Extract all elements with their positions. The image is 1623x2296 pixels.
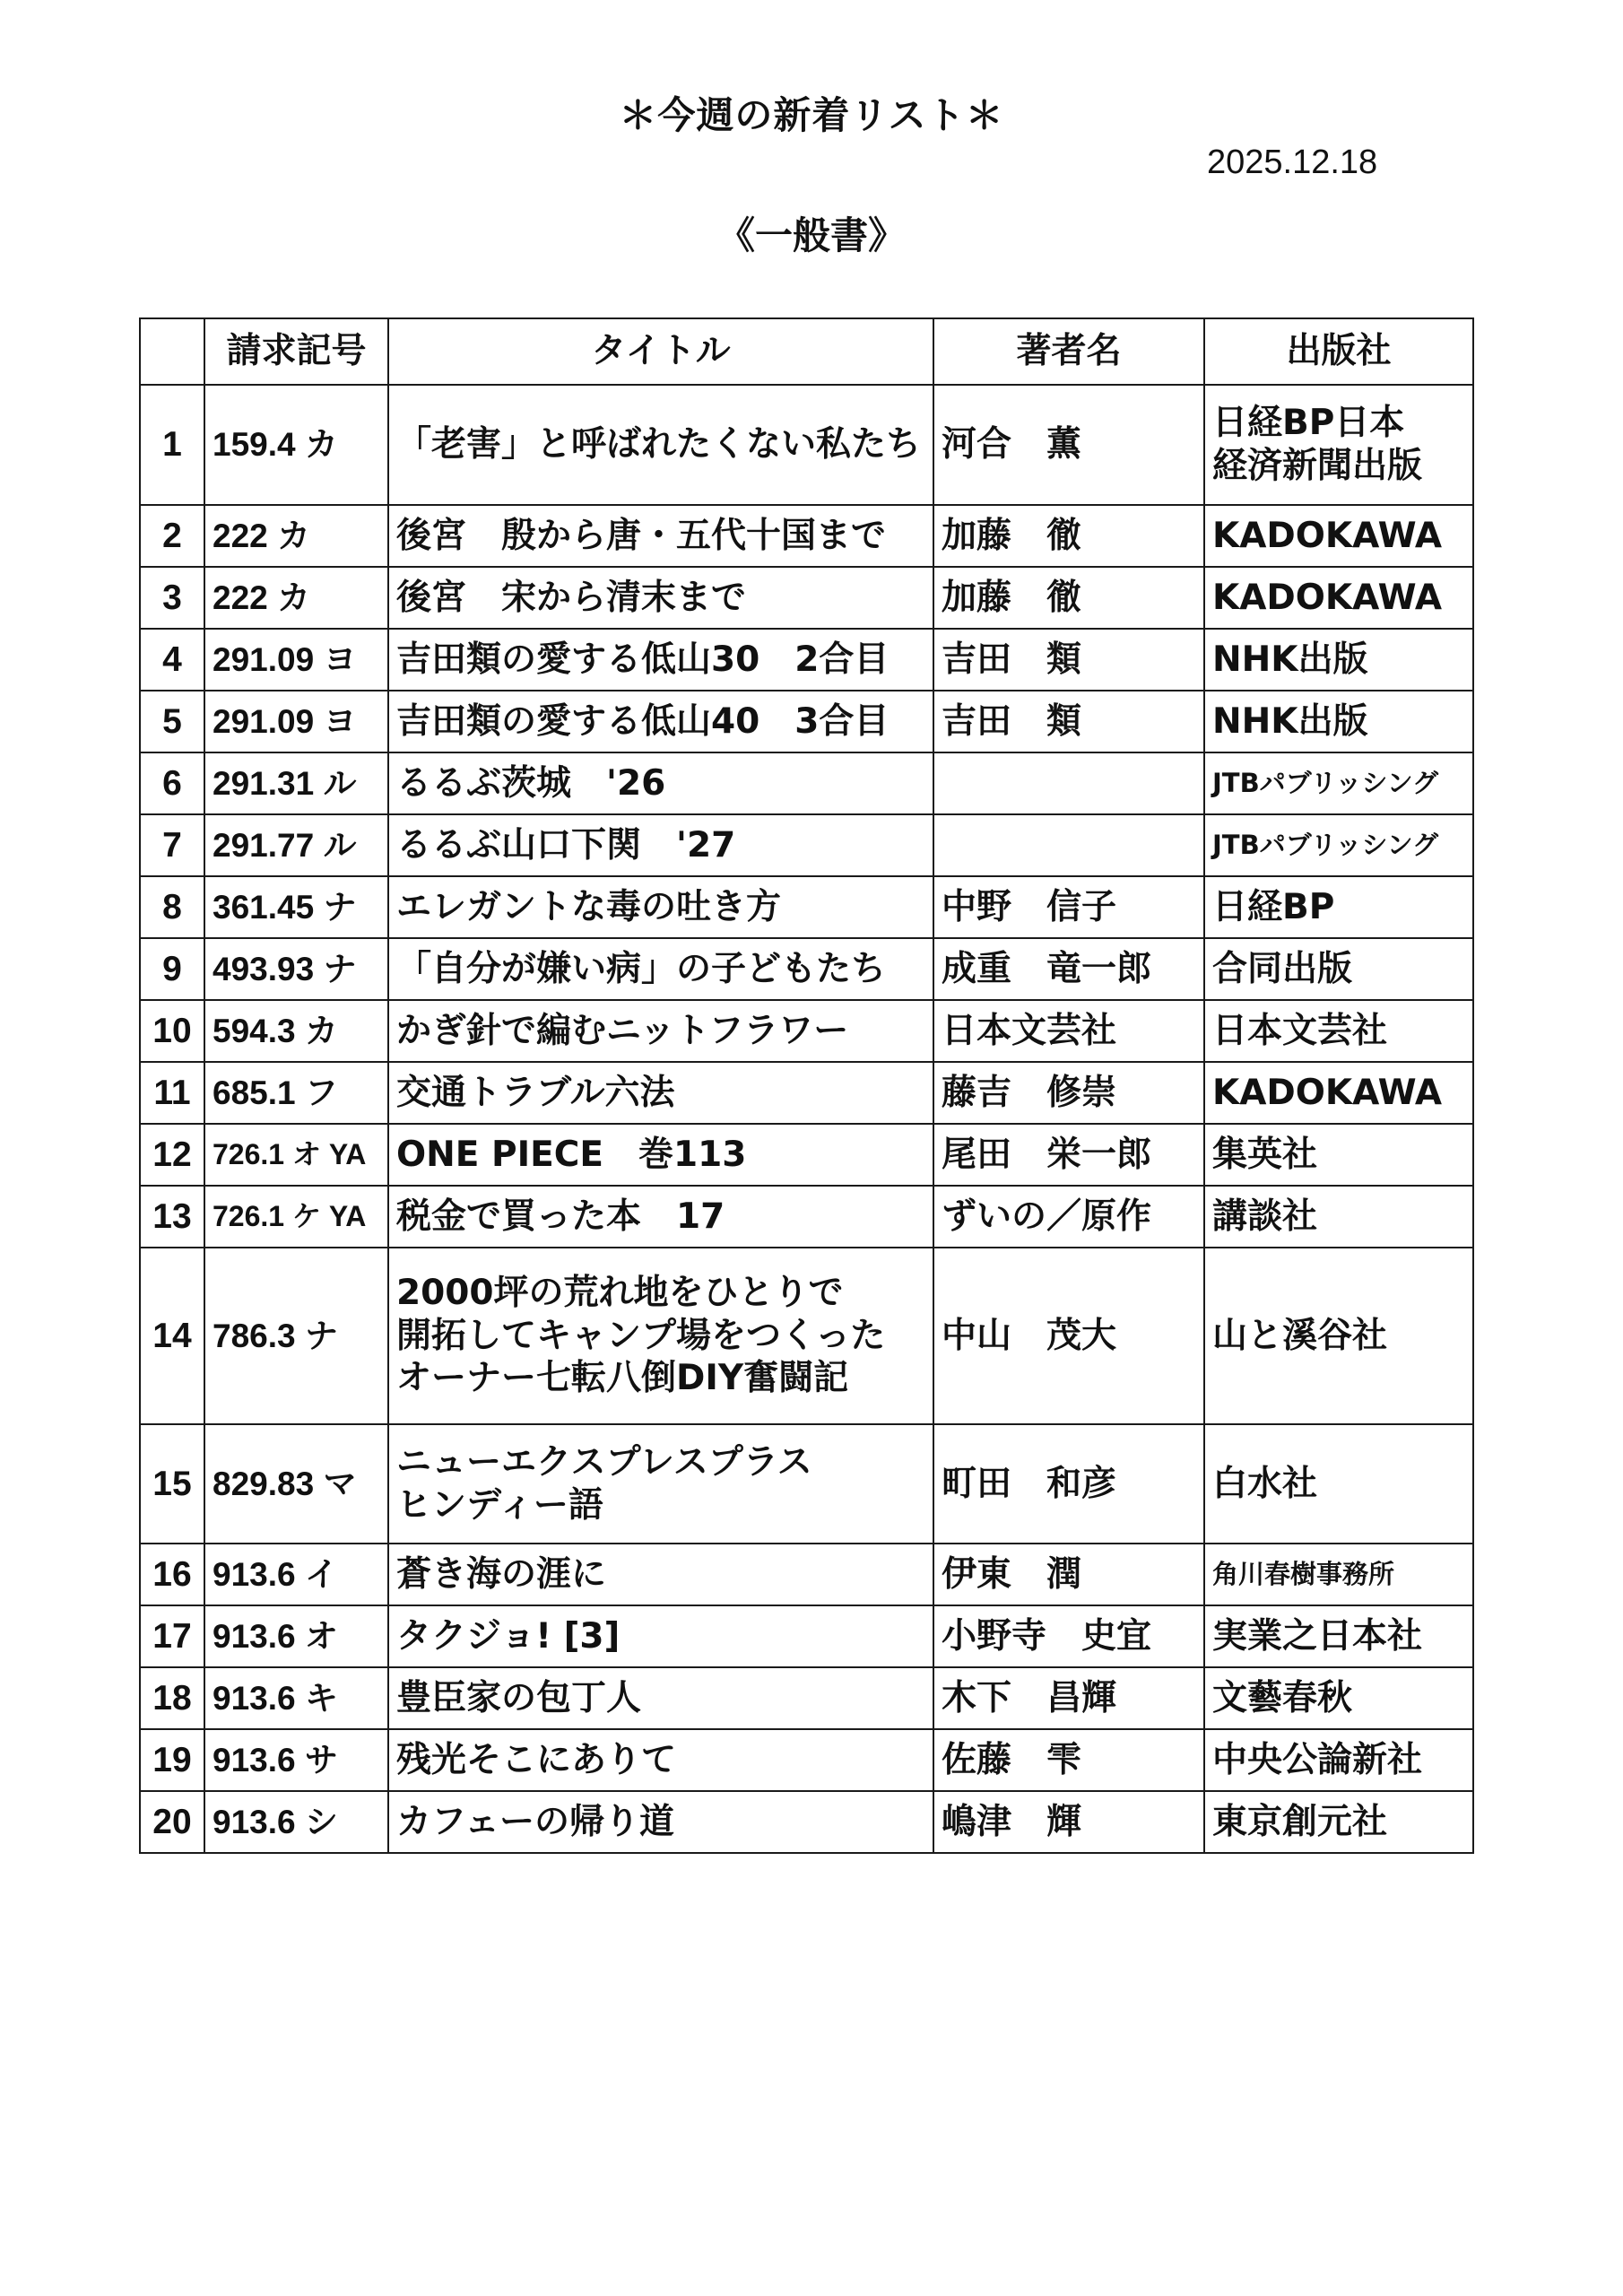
title-cell: ONE PIECE 巻113 xyxy=(388,1124,933,1186)
publisher-cell: KADOKAWA xyxy=(1204,1062,1473,1124)
table-row xyxy=(140,1791,1473,1853)
publisher-cell: 東京創元社 xyxy=(1204,1791,1473,1853)
column-header-number xyxy=(140,318,204,385)
list-date: 2025.12.18 xyxy=(1207,144,1378,181)
author-cell: 成重 竜一郎 xyxy=(933,938,1204,1000)
call-number-cell: 685.1 フ xyxy=(204,1062,388,1124)
row-number: 9 xyxy=(140,938,204,1000)
title-cell: 吉田類の愛する低山40 3合目 xyxy=(388,691,933,752)
title-cell: 残光そこにありて xyxy=(388,1729,933,1791)
title-cell: タクジョ! [3] xyxy=(388,1605,933,1667)
author-cell: 佐藤 雫 xyxy=(933,1729,1204,1791)
call-number-cell: 726.1 オ YA xyxy=(204,1124,388,1186)
publisher-cell: NHK出版 xyxy=(1204,629,1473,691)
column-header-publisher: 出版社 xyxy=(1204,318,1473,385)
call-number-cell: 786.3 ナ xyxy=(204,1248,388,1424)
publisher-cell: 講談社 xyxy=(1204,1186,1473,1248)
author-cell: 日本文芸社 xyxy=(933,1000,1204,1062)
publisher-cell: 日経BP xyxy=(1204,876,1473,938)
author-cell: 中野 信子 xyxy=(933,876,1204,938)
row-number: 4 xyxy=(140,629,204,691)
call-number-cell: 913.6 サ xyxy=(204,1729,388,1791)
table-row xyxy=(140,1729,1473,1791)
table-row xyxy=(140,752,1473,814)
title-cell: 蒼き海の涯に xyxy=(388,1544,933,1605)
call-number-cell: 291.09 ヨ xyxy=(204,691,388,752)
table-row xyxy=(140,1605,1473,1667)
page-title: ＊今週の新着リスト＊ xyxy=(619,93,1004,137)
publisher-cell: 実業之日本社 xyxy=(1204,1605,1473,1667)
call-number-cell: 222 カ xyxy=(204,567,388,629)
column-header-author: 著者名 xyxy=(933,318,1204,385)
row-number: 16 xyxy=(140,1544,204,1605)
table-row xyxy=(140,1186,1473,1248)
row-number: 15 xyxy=(140,1424,204,1544)
author-cell xyxy=(933,814,1204,876)
publisher-cell: 山と溪谷社 xyxy=(1204,1248,1473,1424)
publisher-cell: 日経BP日本 経済新聞出版 xyxy=(1204,385,1473,505)
row-number: 17 xyxy=(140,1605,204,1667)
title-cell: るるぶ茨城 '26 xyxy=(388,752,933,814)
publisher-cell: 日本文芸社 xyxy=(1204,1000,1473,1062)
author-cell: 吉田 類 xyxy=(933,691,1204,752)
row-number: 8 xyxy=(140,876,204,938)
call-number-cell: 829.83 マ xyxy=(204,1424,388,1544)
call-number-cell: 361.45 ナ xyxy=(204,876,388,938)
author-cell: 藤吉 修崇 xyxy=(933,1062,1204,1124)
publisher-cell: 白水社 xyxy=(1204,1424,1473,1544)
table-row xyxy=(140,1424,1473,1544)
table-row xyxy=(140,876,1473,938)
publisher-cell: KADOKAWA xyxy=(1204,505,1473,567)
table-row xyxy=(140,1062,1473,1124)
title-cell: かぎ針で編むニットフラワー xyxy=(388,1000,933,1062)
call-number-cell: 913.6 イ xyxy=(204,1544,388,1605)
row-number: 14 xyxy=(140,1248,204,1424)
call-number-cell: 594.3 カ xyxy=(204,1000,388,1062)
title-cell: 税金で買った本 17 xyxy=(388,1186,933,1248)
author-cell: 加藤 徹 xyxy=(933,567,1204,629)
call-number-cell: 726.1 ケ YA xyxy=(204,1186,388,1248)
section-heading: 《一般書》 xyxy=(716,213,906,257)
column-header-call-number: 請求記号 xyxy=(204,318,388,385)
table-row xyxy=(140,1667,1473,1729)
title-cell: 後宮 殷から唐・五代十国まで xyxy=(388,505,933,567)
author-cell: 小野寺 史宜 xyxy=(933,1605,1204,1667)
publisher-cell: 角川春樹事務所 xyxy=(1204,1544,1473,1605)
title-cell: 後宮 宋から清末まで xyxy=(388,567,933,629)
author-cell: 河合 薫 xyxy=(933,385,1204,505)
table-row xyxy=(140,1544,1473,1605)
table-body xyxy=(140,385,1473,1853)
table-row xyxy=(140,629,1473,691)
author-cell: 町田 和彦 xyxy=(933,1424,1204,1544)
table-row xyxy=(140,1248,1473,1424)
author-cell: 中山 茂大 xyxy=(933,1248,1204,1424)
table-row xyxy=(140,691,1473,752)
table-row xyxy=(140,814,1473,876)
title-cell: ニューエクスプレスプラス ヒンディー語 xyxy=(388,1424,933,1544)
new-books-table xyxy=(139,317,1474,1854)
title-cell: 豊臣家の包丁人 xyxy=(388,1667,933,1729)
publisher-cell: 集英社 xyxy=(1204,1124,1473,1186)
row-number: 7 xyxy=(140,814,204,876)
table-row xyxy=(140,385,1473,505)
call-number-cell: 913.6 シ xyxy=(204,1791,388,1853)
title-cell: 交通トラブル六法 xyxy=(388,1062,933,1124)
row-number: 11 xyxy=(140,1062,204,1124)
publisher-cell: NHK出版 xyxy=(1204,691,1473,752)
table-header-row xyxy=(140,318,1473,385)
call-number-cell: 222 カ xyxy=(204,505,388,567)
row-number: 5 xyxy=(140,691,204,752)
publisher-cell: 文藝春秋 xyxy=(1204,1667,1473,1729)
author-cell xyxy=(933,752,1204,814)
call-number-cell: 913.6 キ xyxy=(204,1667,388,1729)
row-number: 3 xyxy=(140,567,204,629)
title-cell: 2000坪の荒れ地をひとりで 開拓してキャンプ場をつくった オーナー七転八倒DIY奮闘記 xyxy=(388,1248,933,1424)
row-number: 13 xyxy=(140,1186,204,1248)
table-row xyxy=(140,567,1473,629)
row-number: 18 xyxy=(140,1667,204,1729)
title-cell: るるぶ山口下関 '27 xyxy=(388,814,933,876)
row-number: 6 xyxy=(140,752,204,814)
row-number: 20 xyxy=(140,1791,204,1853)
author-cell: 尾田 栄一郎 xyxy=(933,1124,1204,1186)
title-cell: エレガントな毒の吐き方 xyxy=(388,876,933,938)
publisher-cell: JTBパブリッシング xyxy=(1204,752,1473,814)
author-cell: 吉田 類 xyxy=(933,629,1204,691)
call-number-cell: 913.6 オ xyxy=(204,1605,388,1667)
title-cell: カフェーの帰り道 xyxy=(388,1791,933,1853)
publisher-cell: JTBパブリッシング xyxy=(1204,814,1473,876)
author-cell: 木下 昌輝 xyxy=(933,1667,1204,1729)
call-number-cell: 493.93 ナ xyxy=(204,938,388,1000)
publisher-cell: KADOKAWA xyxy=(1204,567,1473,629)
row-number: 10 xyxy=(140,1000,204,1062)
author-cell: ずいの／原作 xyxy=(933,1186,1204,1248)
call-number-cell: 159.4 カ xyxy=(204,385,388,505)
table-row xyxy=(140,505,1473,567)
title-cell: 吉田類の愛する低山30 2合目 xyxy=(388,629,933,691)
publisher-cell: 合同出版 xyxy=(1204,938,1473,1000)
title-cell: 「老害」と呼ばれたくない私たち xyxy=(388,385,933,505)
call-number-cell: 291.31 ル xyxy=(204,752,388,814)
title-cell: 「自分が嫌い病」の子どもたち xyxy=(388,938,933,1000)
row-number: 1 xyxy=(140,385,204,505)
row-number: 12 xyxy=(140,1124,204,1186)
author-cell: 加藤 徹 xyxy=(933,505,1204,567)
author-cell: 嶋津 輝 xyxy=(933,1791,1204,1853)
table-row xyxy=(140,938,1473,1000)
author-cell: 伊東 潤 xyxy=(933,1544,1204,1605)
table-row xyxy=(140,1000,1473,1062)
table-row xyxy=(140,1124,1473,1186)
publisher-cell: 中央公論新社 xyxy=(1204,1729,1473,1791)
row-number: 19 xyxy=(140,1729,204,1791)
call-number-cell: 291.77 ル xyxy=(204,814,388,876)
row-number: 2 xyxy=(140,505,204,567)
call-number-cell: 291.09 ヨ xyxy=(204,629,388,691)
column-header-title: タイトル xyxy=(388,318,933,385)
